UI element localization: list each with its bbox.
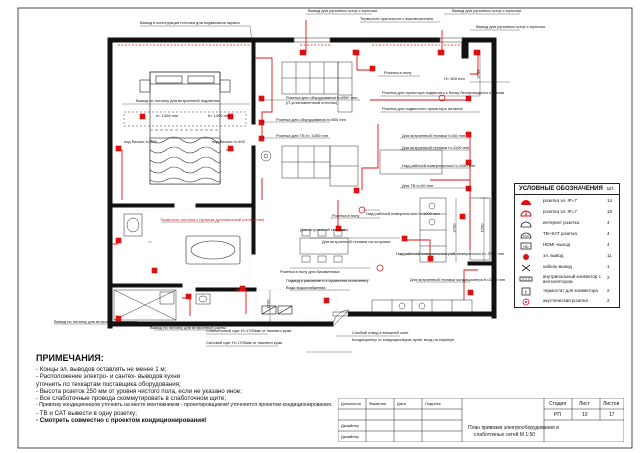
tb-col-date: Дата [397, 401, 406, 406]
callout-floor-out: Розетка в полу [384, 70, 412, 75]
tb-stage-label: Стадия [549, 401, 567, 407]
legend-row [515, 207, 619, 218]
dim-value: 1200 [479, 223, 485, 233]
dim-value: 1700 [265, 299, 271, 309]
bed [140, 72, 230, 184]
callout-floor-out2: Розетка в полу [332, 213, 360, 218]
callout-work-surface3: Над рабочей поверхностью раб. поверхности h= 2000 mm [396, 251, 505, 256]
tb-sheet-label: Лист [579, 401, 590, 407]
dim-value: 2700 [475, 69, 481, 79]
acoustic-socket-icon [519, 297, 533, 306]
callout-ceiling-light: Вывод по потолку для встроенной подсветки [136, 98, 220, 103]
legend-row [515, 240, 619, 251]
callout-built-in-4: Для встроенной техники на островке [322, 239, 391, 244]
notes-line: - Концы эл. выводов оставлять не менее 1 м; [36, 366, 167, 373]
callout-tv2: Для ТВ h=50 mm [402, 183, 434, 188]
callout-blinds-3: Вывод для рулонных штор с пультом [452, 8, 521, 13]
legend-label: термостат для конвектора [543, 288, 598, 293]
legend-count: 4 [607, 242, 610, 247]
notes-line: - Расположение электро- и сантех- выводов кухни [36, 373, 181, 381]
callout-tv: Розетка для ТВ h= 1000 mm [276, 133, 329, 138]
notes-bold-line: - Смотреть совместно с проектом кондиционирования! [36, 417, 207, 425]
cable-outlet-icon [519, 263, 533, 272]
callout-projector: Розетка для проектора подвесить к блоку беспроводного питания [382, 90, 505, 95]
legend-count: 2 [607, 288, 610, 293]
callout-h1400b: h= 1400 mm [208, 113, 231, 118]
legend-label: эл. вывод [543, 253, 564, 258]
round-table [261, 151, 271, 161]
thermostat-icon [519, 287, 533, 296]
callout-built-in-2: Для встроенной техники h=1100 mm [402, 145, 470, 150]
notes-line: - Высота розеток 250 мм от уровня чистого пола, если не указано иное; [36, 387, 242, 395]
callout-ceiling-bath: Вывод по потолку для встроенной подсветки [54, 319, 138, 324]
callout-projector-b: Розетка для подвесного проектора питание [382, 106, 463, 111]
legend-row [515, 229, 619, 240]
legend-label: HDMI -выход [543, 242, 571, 247]
callout-floor-shower: Вывод по потолку для встроенной сауны [150, 325, 226, 330]
tv-sat-icon [519, 230, 533, 239]
tb-row-designer: Дизайнер [341, 434, 359, 439]
legend-label: внутрипольный конвектор с вентилятором [543, 274, 601, 284]
legend-label: акустическая розетка [543, 298, 588, 303]
notes-line: - ТВ и САТ вывести в одну розетку; [36, 409, 137, 417]
legend-count: 18 [607, 209, 613, 214]
callout-equip2: Розетка для оборудования h=850 mm [276, 117, 346, 122]
title-block [338, 398, 624, 442]
callout-blinds-1: Вывод для рулонных штор с пультом [308, 8, 377, 13]
tb-col-signature: Подпись [425, 401, 441, 406]
callout-ceiling-bed: Вывод в конструкции потолка для подвеcания экрана [140, 20, 240, 25]
legend-row [515, 273, 619, 286]
callout-ext-note: Слабый отвод к внешней зоне [352, 330, 409, 335]
callout-thermostat: Термостат приточного с выключателем [360, 16, 433, 21]
tb-sheets: 17 [609, 412, 615, 418]
callout-work-surface2: Над рабочей поверхностью h=1000 mm [366, 211, 440, 216]
socket-ip-icon [519, 197, 533, 206]
callout-built-in-1: Для встроенной техники h=50 mm [402, 133, 466, 138]
callout-red-note: Термостат потолка с пультом ду/зональный (отопление) [160, 217, 265, 222]
svg-text:HD: HD [523, 245, 529, 249]
callout-equip1b: (П-установленный потолок) [286, 100, 338, 105]
convector-icon [519, 274, 533, 283]
legend-count: 4 [607, 231, 610, 236]
legend-title: УСЛОВНЫЕ ОБОЗНАЧЕНИЯ [519, 186, 603, 192]
notes-line: - Привязку кондиционеров уточнить на месте монтажником - проектировщиком! уточняется проектом кондиционирования. [36, 402, 333, 409]
legend-label: розетка эл. IP=7 [543, 209, 577, 214]
notes-heading: ПРИМЕЧАНИЯ: [36, 353, 104, 363]
tb-col-position: Должность [341, 401, 362, 406]
notes-block [36, 353, 356, 424]
legend-count: 14 [607, 198, 613, 203]
legend-row [515, 296, 619, 307]
wardrobe [114, 290, 176, 320]
callout-weak-current: Слаботочный щит H=1700мм от нижнего края [206, 328, 292, 333]
callout-blinds-4: Вывод для рулонных штор с пультом [476, 24, 545, 29]
notes-line: - Все слаботочные провода скоммутировать в слаботочном щите; [36, 395, 227, 403]
legend-count: 4 [607, 220, 610, 225]
callout-h1400a: h= 1400 mm [156, 113, 179, 118]
dim-value: 2700 [451, 223, 457, 233]
tb-title-2: слаботочных сетей М 1:50 [474, 432, 536, 438]
electric-outlet-icon [519, 252, 533, 261]
tb-col-surname: Фамилия [369, 401, 386, 406]
tb-sheets-label: Листов [603, 401, 620, 407]
legend-row [515, 218, 619, 229]
legend-label: ТВ+SAT розетка [543, 231, 577, 236]
tb-title-1: План привязки электрооборудования и [468, 425, 559, 431]
callout-bed-right: под блочко h=400 [212, 139, 245, 144]
tb-sheet: 10 [582, 412, 588, 418]
tb-stage: РП [554, 412, 561, 418]
legend-header [515, 184, 619, 195]
legend-label: интернет розетка [543, 220, 580, 225]
callout-equip1: Розетка для оборудования h=850* mm [286, 95, 358, 100]
callout-drop: Подвод к раковине и к сушителю полотенец [286, 278, 368, 283]
bathtub [186, 236, 240, 264]
legend-count: 2 [607, 298, 610, 303]
notes-line: уточнить по техкартам поставщика оборудования; [36, 380, 181, 388]
windows [294, 38, 462, 316]
callout-water-drop: Вода водоснабжения [286, 285, 326, 290]
legend-row [515, 262, 619, 273]
legend-count-header: шт. [607, 186, 615, 192]
callout-power-panel: Силовой щит H=1700мм от нижнего края [206, 340, 283, 345]
legend-row [515, 251, 619, 262]
internet-socket-icon [519, 219, 533, 228]
legend-count: 11 [607, 253, 612, 258]
hdmi-icon [519, 241, 533, 250]
socket-icon [519, 208, 533, 217]
callout-h500: H= 500 mm [444, 76, 465, 81]
lounge-squares [282, 146, 358, 186]
leader-lines [54, 14, 520, 352]
legend-table [514, 183, 620, 308]
callout-ac-note: Кондиционер от кондиционеров пульт вход на сервере [352, 337, 455, 342]
callout-floor-out3: Розетка в полу для бисквитника [280, 269, 340, 274]
kitchen-island [380, 150, 442, 174]
legend-count: 2 [607, 275, 610, 280]
callout-built-in-5: Для встроенной техники кондиционера h=2200 mm [410, 277, 506, 282]
legend-label: кабель-вывод [543, 264, 572, 269]
callout-work-surface: Над рабочей поверхностью h=1150 mm [402, 163, 476, 168]
callout-built-in-3: Для встроенной техники [300, 227, 346, 232]
legend-label: розетка эл. IP=7 [543, 198, 577, 203]
svg-text:t: t [525, 290, 527, 296]
tb-row-designer: Дизайнер [341, 423, 359, 428]
callout-bed-left: под блочко h=400 [124, 139, 157, 144]
legend-row [515, 196, 619, 207]
legend-count: 1 [607, 264, 610, 269]
